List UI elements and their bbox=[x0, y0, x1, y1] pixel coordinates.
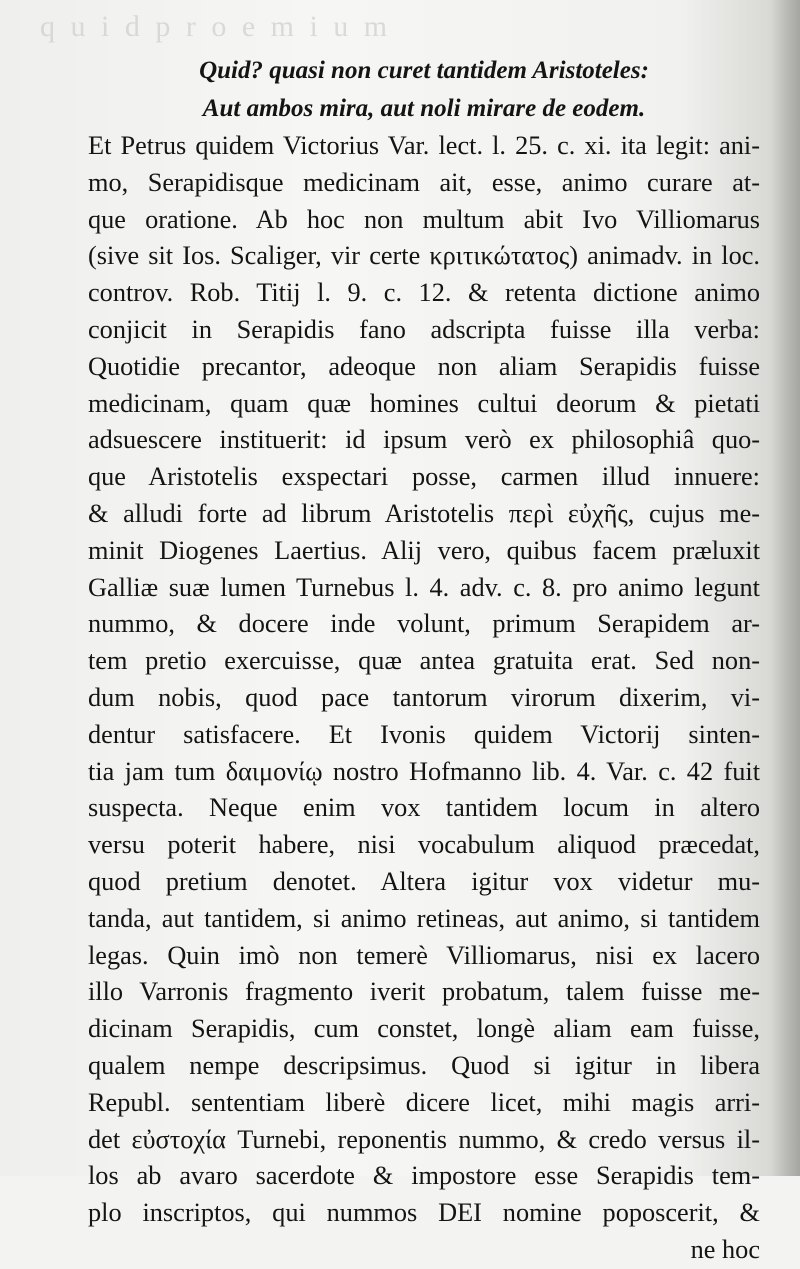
text-line: dicinam Serapidis, cum constet, longè aliam eam fuisse, bbox=[88, 1014, 760, 1044]
text-line: conjicit in Serapidis fano adscripta fuisse illa verba: bbox=[88, 314, 760, 344]
page-gutter-shadow bbox=[772, 0, 800, 1176]
text-line: det εὐστοχία Turnebi, reponentis nummo, & credo versus il- bbox=[88, 1124, 760, 1154]
text-line: tem pretio exercuisse, quæ antea gratuita erat. Sed non- bbox=[88, 646, 760, 676]
text-line: illo Varronis fragmento iverit probatum, talem fuisse me- bbox=[88, 977, 760, 1007]
text-line: minit Diogenes Laertius. Alij vero, quibus facem præluxit bbox=[88, 535, 760, 565]
text-line: legas. Quin imò non temerè Villiomarus, nisi ex lacero bbox=[88, 940, 760, 970]
text-line: nummo, & docere inde volunt, primum Serapidem ar- bbox=[88, 609, 760, 639]
text-line: medicinam, quam quæ homines cultui deorum & pietati bbox=[88, 388, 760, 418]
text-line: quod pretium denotet. Altera igitur vox videtur mu- bbox=[88, 866, 760, 896]
text-line: qualem nempe descripsimus. Quod si igitur in libera bbox=[88, 1050, 760, 1080]
text-line: dentur satisfacere. Et Ivonis quidem Victorij sinten- bbox=[88, 719, 760, 749]
text-line: mo, Serapidisque medicinam ait, esse, animo curare at- bbox=[88, 167, 760, 197]
body-text bbox=[88, 128, 760, 1269]
verse-line: Quid? quasi non curet tantidem Aristoteles: bbox=[199, 57, 649, 84]
text-line: dum nobis, quod pace tantorum virorum dixerim, vi- bbox=[88, 682, 760, 712]
show-through-text: q u i d p r o e m i u m bbox=[40, 10, 392, 43]
text-line: Republ. sententiam liberè dicere licet, mihi magis arri- bbox=[88, 1087, 760, 1117]
verse-block bbox=[88, 52, 760, 128]
text-line: Galliæ suæ lumen Turnebus l. 4. adv. c. 8. pro animo legunt bbox=[88, 572, 760, 602]
text-line: versu poterit habere, nisi vocabulum aliquod præcedat, bbox=[88, 830, 760, 860]
text-line: suspecta. Neque enim vox tantidem locum in altero bbox=[88, 793, 760, 823]
verse-line: Aut ambos mira, aut noli mirare de eodem. bbox=[202, 95, 646, 122]
catchword: ne hoc bbox=[690, 1234, 760, 1264]
page-text bbox=[88, 52, 760, 1269]
text-line: (sive sit Ios. Scaliger, vir certe κριτικώτατος) animadv. in loc. bbox=[88, 241, 760, 271]
text-line: Et Petrus quidem Victorius Var. lect. l. 25. c. xi. ita legit: ani- bbox=[88, 131, 760, 160]
text-line: que oratione. Ab hoc non multum abit Ivo Villiomarus bbox=[88, 204, 760, 234]
text-line: Quotidie precantor, adeoque non aliam Serapidis fuisse bbox=[88, 351, 760, 381]
text-line: tanda, aut tantidem, si animo retineas, aut animo, si tantidem bbox=[88, 903, 760, 933]
text-line: plo inscriptos, qui nummos DEI nomine poposcerit, & bbox=[88, 1198, 760, 1228]
text-line: controv. Rob. Titij l. 9. c. 12. & retenta dictione animo bbox=[88, 278, 760, 308]
text-line: tia jam tum δαιμονίῳ nostro Hofmanno lib. 4. Var. c. 42 fuit bbox=[88, 756, 760, 786]
text-line: & alludi forte ad librum Aristotelis περὶ εὐχῆς, cujus me- bbox=[88, 498, 760, 528]
text-line: que Aristotelis exspectari posse, carmen illud innuere: bbox=[88, 462, 760, 492]
text-line: adsuescere instituerit: id ipsum verò ex philosophiâ quo- bbox=[88, 425, 760, 455]
text-line: los ab avaro sacerdote & impostore esse Serapidis tem- bbox=[88, 1161, 760, 1191]
